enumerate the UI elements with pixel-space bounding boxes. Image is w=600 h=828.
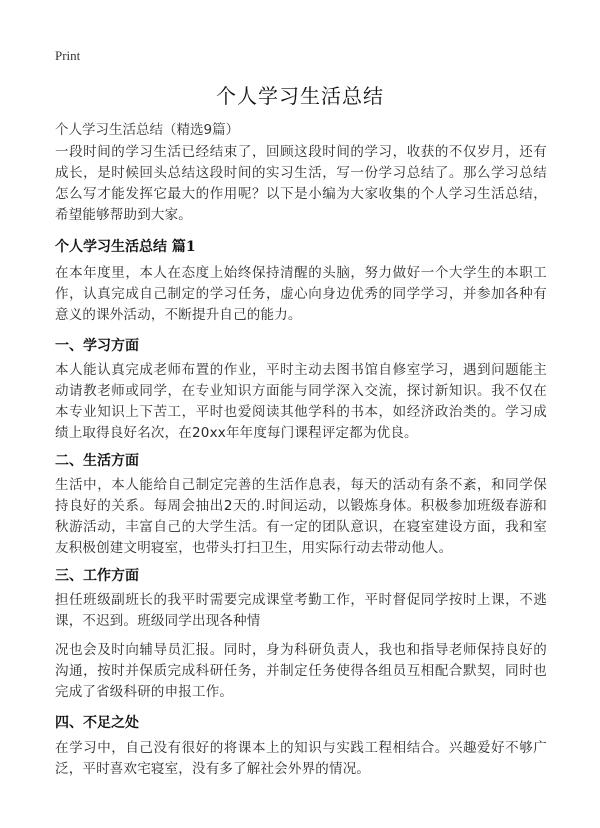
section-heading-study: 一、学习方面 [55, 338, 139, 354]
section-text-work: 担任班级副班长的我平时需要完成课堂考勤工作，平时督促同学按时上课，不逃课，不迟到。班级同学出现各种情 [55, 592, 547, 629]
document-subtitle: 个人学习生活总结（精选9篇） [55, 122, 240, 138]
article-intro-paragraph: 在本年度里，本人在态度上始终保持清醒的头脑，努力做好一个大学生的本职工作，认真完成自己制定的学习任务，虚心向身边优秀的同学学习，并参加各种有意义的课外活动，不断提升自己的能力。 [55, 265, 547, 323]
section-heading-work: 三、工作方面 [55, 568, 139, 584]
section-text-work-continued: 况也会及时向辅导员汇报。同时，身为科研负责人，我也和指导老师保持良好的沟通，按时并保质完成科研任务，并制定任务使得各组员互相配合默契，同时也完成了省级科研的申报工作。 [55, 642, 547, 700]
section-text-life: 生活中，本人能给自己制定完善的生活作息表，每天的活动有条不紊，和同学保持良好的关系。每周会抽出2天的.时间运动，以锻炼身体。积极参加班级春游和秋游活动，丰富自己的大学生活。有一定的团队意识，在寝室建设方面，我和室友积极创建文明寝室，也带头打扫卫生，用实际行动去带动他人。 [55, 477, 547, 556]
intro-paragraph: 一段时间的学习生活已经结束了，回顾这段时间的学习，收获的不仅岁月，还有成长，是时候回头总结这段时间的实习生活，写一份学习总结了。那么学习总结怎么写才能发挥它最大的作用呢？以下是小编为大家收集的个人学习生活总结，希望能够帮助到大家。 [55, 144, 547, 223]
section-heading-shortcomings: 四、不足之处 [55, 715, 139, 731]
print-link[interactable]: Print [55, 48, 81, 63]
section-heading-life: 二、生活方面 [55, 453, 139, 469]
page-title: 个人学习生活总结 [216, 84, 384, 108]
section-text-shortcomings: 在学习中，自己没有很好的将课本上的知识与实践工程相结合。兴趣爱好不够广泛，平时喜欢宅寝室，没有多了解社会外界的情况。 [55, 740, 547, 777]
section-text-study: 本人能认真完成老师布置的作业，平时主动去图书馆自修室学习，遇到问题能主动请教老师或同学，在专业知识方面能与同学深入交流，探讨新知识。我不仅在本专业知识上下苦工，平时也爱阅读其他学科的书本，如经济政治类的。学习成绩上取得良好名次，在20xx年年度每门课程评定都为优良。 [55, 362, 547, 441]
article-heading: 个人学习生活总结 篇1 [55, 239, 196, 255]
